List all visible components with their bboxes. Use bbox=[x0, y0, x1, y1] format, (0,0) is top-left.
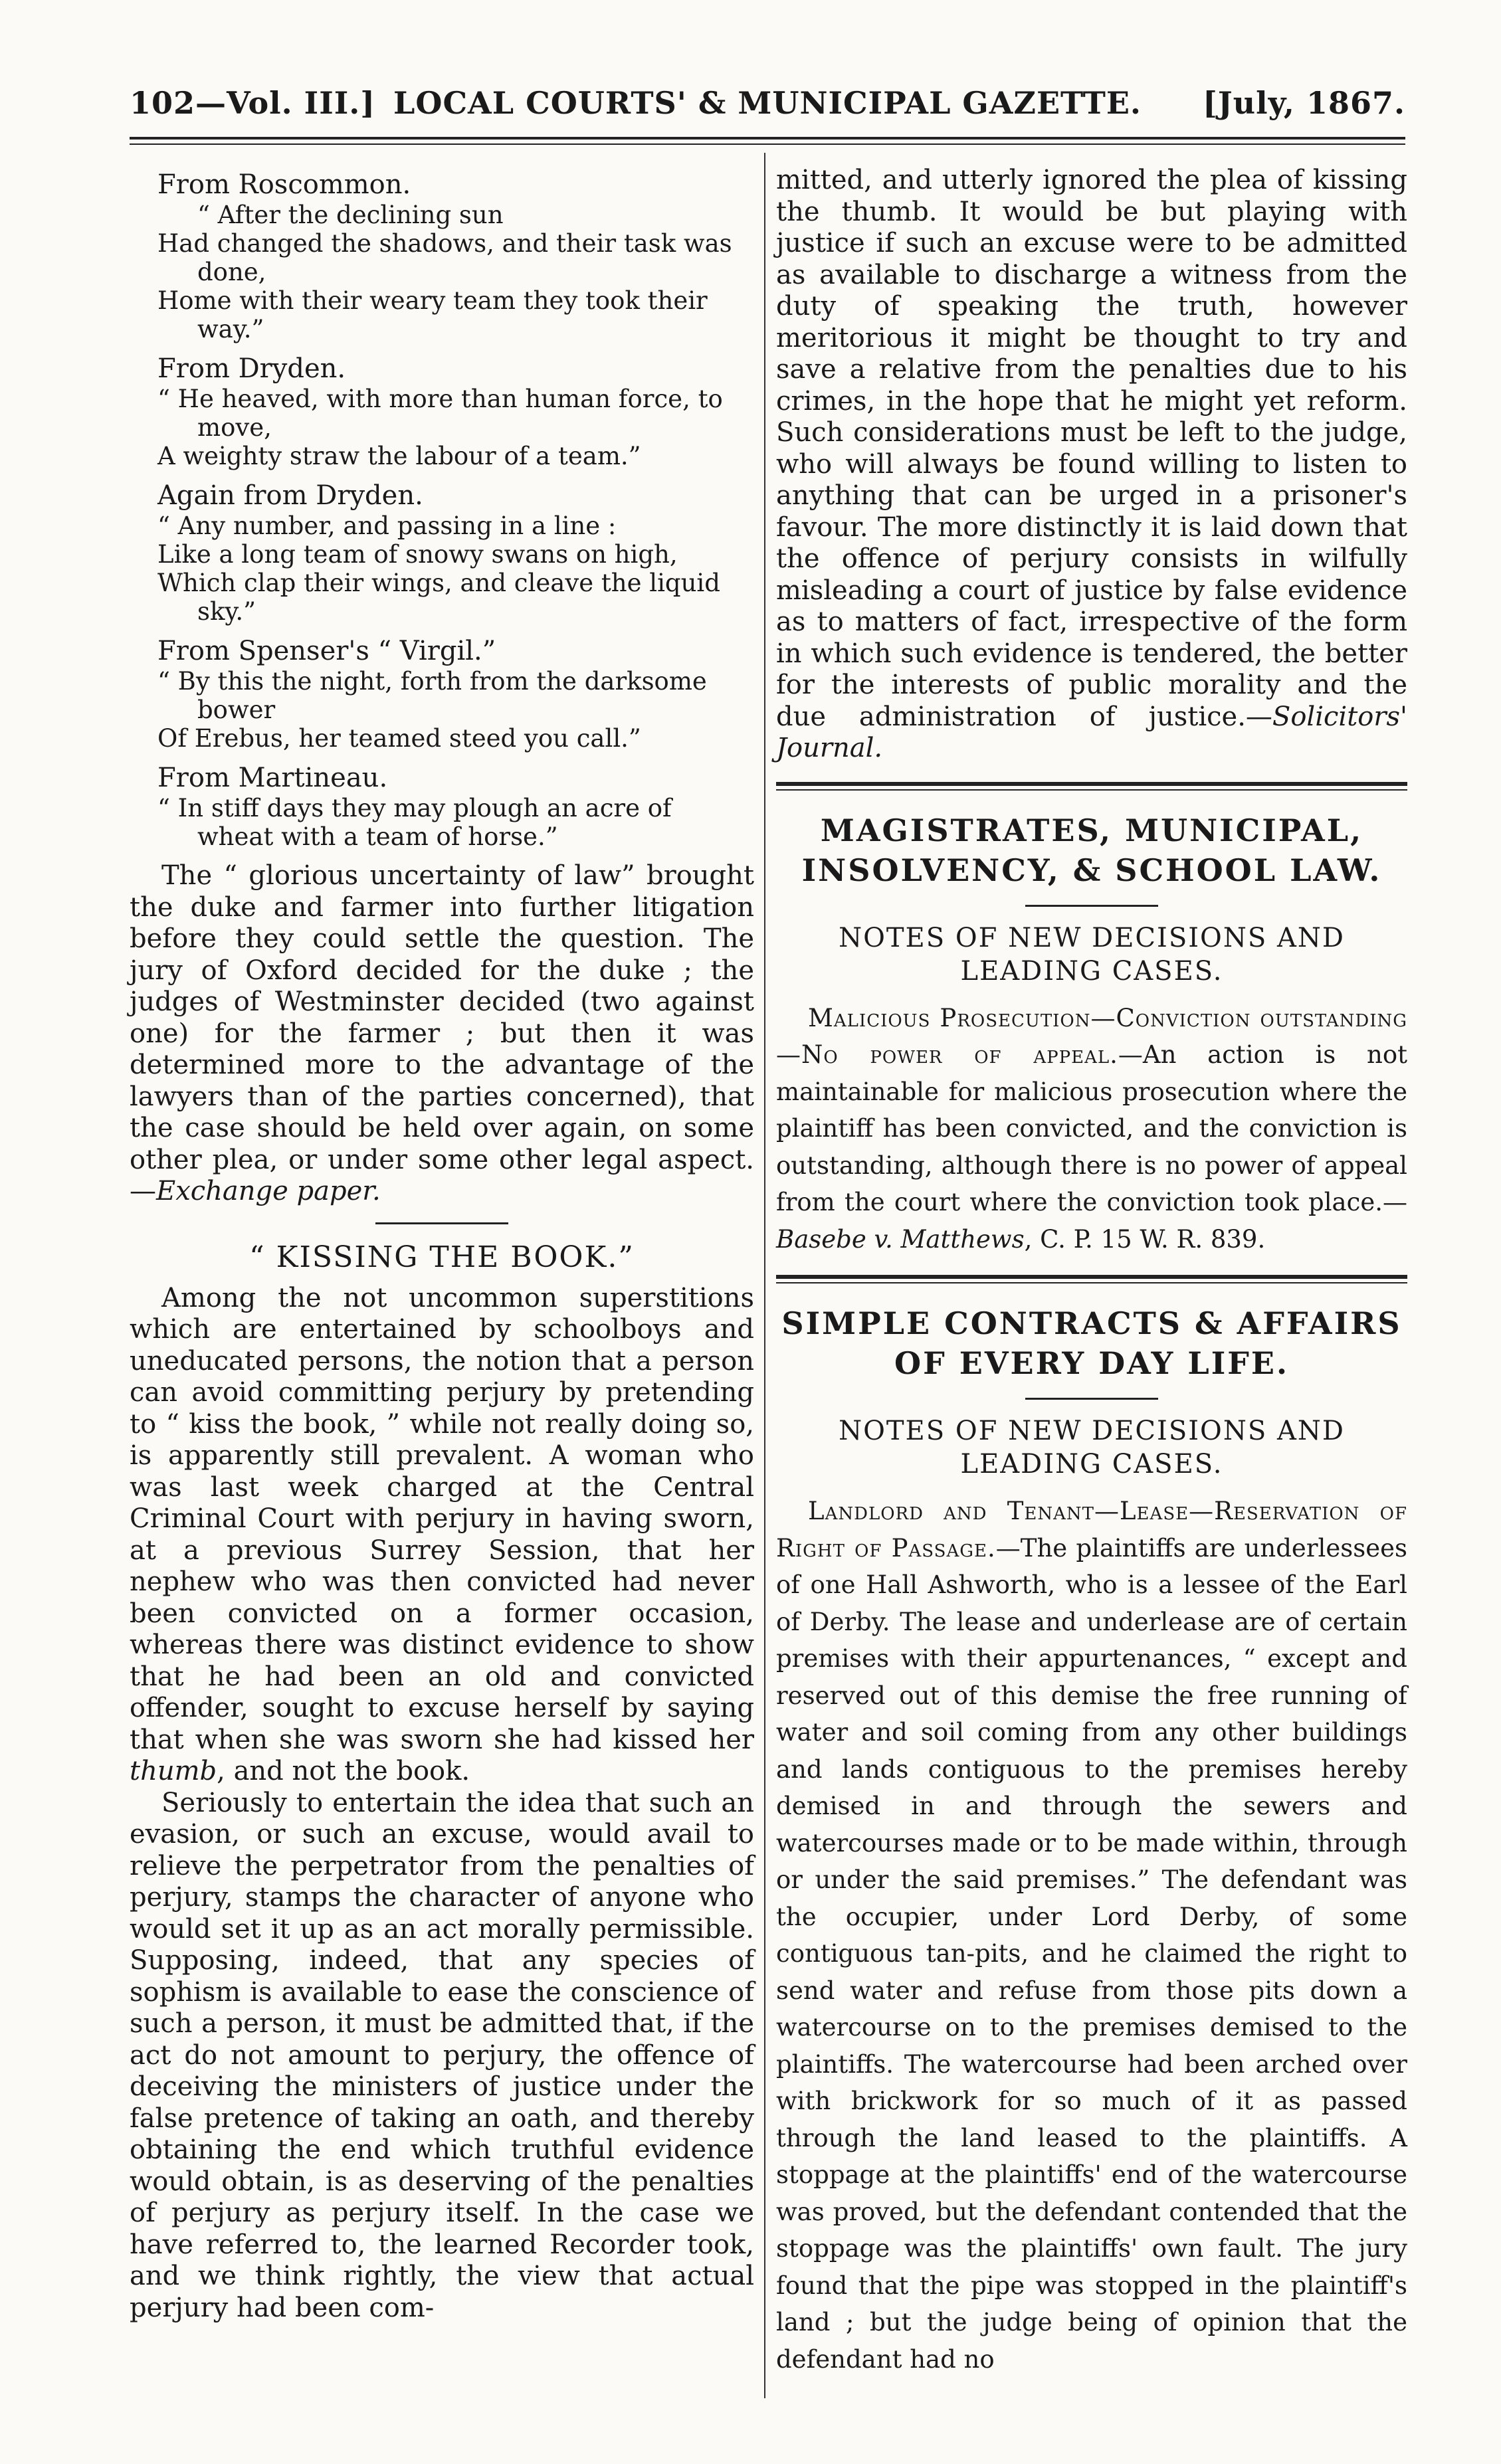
section-subtitle: NOTES OF NEW DECISIONS AND LEADING CASES. bbox=[839, 1416, 1345, 1479]
article-title: “ KISSING THE BOOK.” bbox=[249, 1240, 635, 1274]
case-heading: Landlord and Tenant—Lease—Reservation of Right of Passage. bbox=[776, 1497, 1407, 1563]
case-text: —An action is not maintainable for malicious prosecution where the plaintiff has been convicted, and the conviction is outstanding, although there is no power of appeal from the court where the conviction took place.— bbox=[776, 1040, 1407, 1216]
verse-line: Had changed the shadows, and their task was bbox=[157, 229, 732, 258]
paragraph-text: , and not the book. bbox=[217, 1756, 470, 1786]
case-note bbox=[776, 1000, 1407, 1258]
quote-source: From Spenser's “ Virgil.” bbox=[157, 636, 496, 666]
case-text: —The plaintiffs are underlessees of one Hall Ashworth, who is a lessee of the Earl of Derby. The lease and underlease are of certain premises with their appurtenances, “ except and reserved out of this demise the free running of water and soil coming from any other buildings and lands contiguous to the premises hereby demised in and through the sewers and watercourses made or to be made within, through or under the said premises.” The defendant was the occupier, under Lord Derby, of some contiguous tan-pits, and he claimed the right to send water and refuse from those pits down a watercourse on to the premises demised to the plaintiffs. The watercourse had been arched over with brickwork for so much of it as passed through the land leased to the plaintiffs. A stoppage at the plaintiffs' end of the watercourse was proved, but the defendant contended that the stoppage was the plaintiffs' own fault. The jury found that the pipe was stopped in the plaintiff's land ; but the judge being of opinion that the defendant had no bbox=[776, 1533, 1407, 2374]
verse-quote bbox=[157, 385, 754, 470]
title-rule bbox=[1025, 905, 1158, 907]
verse-line: way.” bbox=[197, 315, 264, 343]
section-title: MAGISTRATES, MUNICIPAL, INSOLVENCY, & SCHOOL LAW. bbox=[801, 812, 1382, 888]
verse-quote bbox=[157, 512, 754, 626]
source-credit: Solicitors' Journal. bbox=[776, 701, 1407, 763]
title-rule bbox=[1025, 1398, 1158, 1400]
verse-line: “ In stiff days they may plough an acre of bbox=[157, 794, 672, 822]
journal-title: LOCAL COURTS' & MUNICIPAL GAZETTE. bbox=[393, 85, 1142, 121]
case-citation: , C. P. 15 W. R. 839. bbox=[1024, 1224, 1266, 1254]
verse-line: “ He heaved, with more than human force, to bbox=[157, 385, 723, 413]
article-paragraph bbox=[130, 1283, 754, 1788]
section-rule bbox=[776, 1275, 1407, 1283]
quote-source: From Martineau. bbox=[157, 763, 388, 793]
quote-source: Again from Dryden. bbox=[157, 480, 423, 511]
verse-line: bower bbox=[197, 696, 276, 724]
section-title: SIMPLE CONTRACTS & AFFAIRS OF EVERY DAY LIFE. bbox=[781, 1305, 1402, 1381]
case-heading: Malicious Prosecution—Conviction outstanding—No power of appeal. bbox=[776, 1003, 1407, 1069]
source-credit: Exchange paper. bbox=[156, 1176, 381, 1206]
page-number-volume: 102—Vol. III.] bbox=[130, 85, 376, 121]
section-rule bbox=[776, 782, 1407, 791]
verse-line: Like a long team of snowy swans on high, bbox=[157, 540, 678, 569]
verse-line: move, bbox=[197, 413, 272, 442]
article-paragraph bbox=[130, 860, 754, 1208]
case-note bbox=[776, 1493, 1407, 2378]
right-column bbox=[776, 165, 1407, 2378]
verse-line: done, bbox=[197, 258, 266, 286]
verse-line: “ Any number, and passing in a line : bbox=[157, 512, 617, 540]
article-paragraph bbox=[776, 165, 1407, 765]
quote-source: From Dryden. bbox=[157, 353, 346, 384]
verse-line: sky.” bbox=[197, 597, 256, 626]
header-rule bbox=[130, 137, 1405, 145]
case-name: Basebe v. Matthews bbox=[776, 1224, 1025, 1254]
verse-line: Which clap their wings, and cleave the liquid bbox=[157, 569, 720, 597]
column-divider bbox=[764, 153, 765, 2398]
verse-quote bbox=[157, 201, 754, 343]
verse-line: “ After the declining sun bbox=[197, 201, 504, 229]
article-paragraph: Seriously to entertain the idea that such an evasion, or such an excuse, would avail to relieve the perpetrator from the penalties of perjury, stamps the character of anyone who would set it up as an act morally permissible. Supposing, indeed, that any species of sophism is available to ease the conscience of such a person, it must be admitted that, if the act do not amount to perjury, the offence of deceiving the ministers of justice under the false pretence of taking an oath, and thereby obtaining the end which truthful evidence would obtain, is as deserving of the penalties of perjury as perjury itself. In the case we have referred to, the learned Recorder took, and we think rightly, the view that actual perjury had been com- bbox=[130, 1787, 754, 2323]
section-subtitle: NOTES OF NEW DECISIONS AND LEADING CASES. bbox=[839, 922, 1345, 987]
verse-line: A weighty straw the labour of a team.” bbox=[157, 442, 641, 470]
paragraph-text: mitted, and utterly ignored the plea of kissing the thumb. It would be but playing with justice if such an excuse were to be admitted as available to discharge a witness from the duty of speaking the truth, however meritorious it might be thought to try and save a relative from the penalties due to his crimes, in the hope that he might yet reform. Such considerations must be left to the judge, who will always be found willing to listen to anything that can be urged in a prisoner's favour. The more distinctly it is laid down that the offence of perjury consists in wilfully misleading a court of justice by false evidence as to matters of fact, irrespective of the form in which such evidence is tendered, the better for the interests of public morality and the due administration of justice.— bbox=[776, 165, 1407, 732]
verse-quote bbox=[157, 667, 754, 753]
verse-line: wheat with a team of horse.” bbox=[197, 822, 558, 851]
verse-line: Home with their weary team they took their bbox=[157, 286, 708, 315]
verse-line: Of Erebus, her teamed steed you call.” bbox=[157, 724, 641, 753]
emphasis-text: thumb bbox=[130, 1756, 217, 1786]
quote-source: From Roscommon. bbox=[157, 169, 411, 200]
verse-line: “ By this the night, forth from the darksome bbox=[157, 667, 707, 696]
section-rule bbox=[375, 1222, 508, 1224]
paragraph-text: The “ glorious uncertainty of law” brought the duke and farmer into further litigation before they could settle the question. The jury of Oxford decided for the duke ; the judges of Westminster decided (two against one) for the farmer ; but then it was determined more to the advantage of the lawyers than of the parties concerned), that the case should be held over again, on some other plea, or under some other legal aspect.— bbox=[130, 860, 754, 1206]
left-column bbox=[130, 165, 754, 2324]
verse-quote bbox=[157, 794, 754, 851]
running-header bbox=[130, 85, 1405, 132]
paragraph-text: Among the not uncommon superstitions which are entertained by schoolboys and uneducated persons, the notion that a person can avoid committing perjury by pretending to “ kiss the book, ” while not really doing so, is apparently still prevalent. A woman who was last week charged at the Central Criminal Court with perjury in having sworn, at a previous Surrey Session, that her nephew who was then convicted had never been convicted on a former occasion, whereas there was distinct evidence to show that he had been an old and convicted offender, sought to excuse herself by saying that when she was sworn she had kissed her bbox=[130, 1282, 754, 1755]
issue-date: [July, 1867. bbox=[1203, 85, 1405, 121]
